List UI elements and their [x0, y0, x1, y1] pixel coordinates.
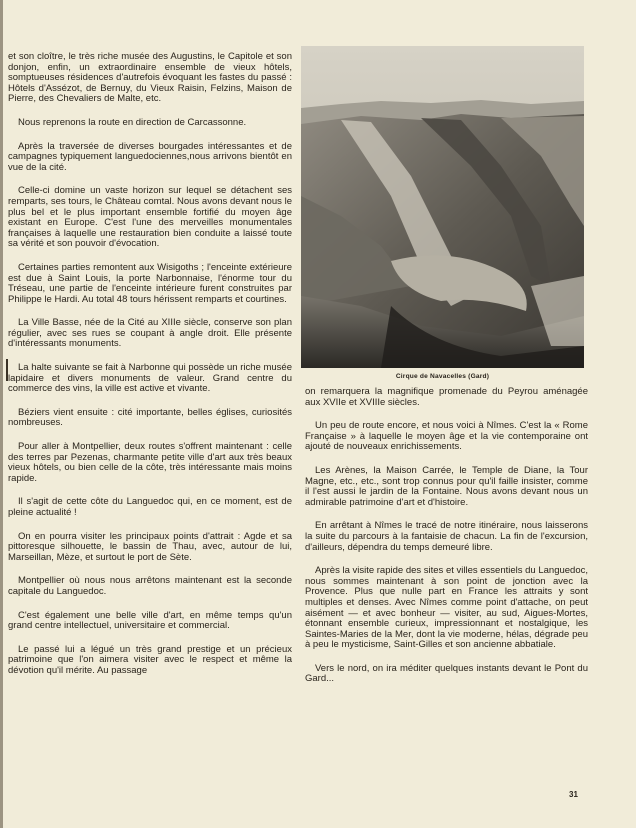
photo-caption: Cirque de Navacelles (Gard) [395, 373, 490, 380]
paragraph: Pour aller à Montpellier, deux routes s'offrent maintenant : celle des terres par Pezenas, charmante petite ville d'art aux très beaux vieux hôtels, ou bien celle de la côte, très intéressante mais moins rapide. [8, 441, 292, 484]
paragraph: Nous reprenons la route en direction de Carcassonne. [18, 116, 247, 128]
paragraph: Il s'agit de cette côte du Languedoc qui, en ce moment, est de pleine actualité ! [8, 496, 292, 518]
paragraph: Vers le nord, on ira méditer quelques instants devant le Pont du Gard... [305, 662, 588, 685]
paragraph: Les Arènes, la Maison Carrée, le Temple de Diane, la Tour Magne, etc., etc., sont trop connus pour qu'il faille insister, comme il l'est aussi le jardin de la Fontaine. Nous avons devant nous un admirable patrimoine d'art et d'histoire. [305, 464, 588, 508]
paragraph: En arrêtant à Nîmes le tracé de notre itinéraire, nous laisserons la suite du parcours à la fantaisie de chacun. La fin de l'excursion, d'ailleurs, dépendra du temps demeuré libre. [305, 520, 588, 553]
right-text-column [305, 387, 588, 698]
paragraph: Le passé lui a légué un très grand prestige et un précieux patrimoine que l'on aimera visiter avec le respect et même la dévotion qu'il mérite. Au passage [8, 643, 292, 676]
paragraph: Après la traversée de diverses bourgades intéressantes et de campagnes typiquement languedociennes,nous arrivons bientôt en vue de la cité. [8, 140, 292, 173]
page-number: 31 [569, 790, 578, 799]
paragraph: et son cloître, le très riche musée des Augustins, le Capitole et son donjon, enfin, un extraordinaire ensemble de vieux hôtels, somptueuses résidences d'autrefois évoquant les fastes du passé : Hôtels d'Assézot, de Bernuy, du Vieux Raisin, Felzins, Maison de Pierre, des Chevaliers de Malte, etc. [8, 51, 292, 105]
paragraph: Béziers vient ensuite : cité importante, belles églises, curiosités nombreuses. [8, 406, 292, 429]
paragraph: Certaines parties remontent aux Wisigoths ; l'enceinte extérieure est due à Saint Louis, la porte Narbonnaise, l'énorme tour du Tréseau, une partie de l'enceinte intérieure furent construites par Philippe le Hardi. Au total 48 tours hérissent remparts et courtines. [8, 261, 292, 305]
paragraph: Un peu de route encore, et nous voici à Nîmes. C'est la « Rome Française » à laquelle le moyen âge et la vie contemporaine ont ajouté de nouveaux enrichissements. [305, 420, 588, 453]
canyon-photo-image [301, 46, 584, 368]
paragraph: On en pourra visiter les principaux points d'attrait : Agde et sa pittoresque silhouette, le bassin de Thau, avec, autour de lui, Marseillan, Mèze, et surtout le port de Sète. [8, 530, 292, 563]
page-edge [0, 0, 3, 828]
paragraph: on remarquera la magnifique promenade du Peyrou aménagée aux XVIIe et XVIIIe siècles. [305, 386, 588, 408]
left-text-column [8, 52, 292, 690]
paragraph: Montpellier où nous nous arrêtons maintenant est la seconde capitale du Languedoc. [8, 575, 292, 597]
landscape-photo [301, 46, 584, 368]
paragraph: Celle-ci domine un vaste horizon sur lequel se détachent ses remparts, ses tours, le Château comtal. Nous avons devant nous le plus bel et le plus important ensemble fortifié du moyen âge existant en Europe. C'est l'une des merveilles monumentales françaises à laquelle une restauration bien conduite a laissé toute sa vérité et son pouvoir d'évocation. [8, 185, 292, 250]
paragraph: La halte suivante se fait à Narbonne qui possède un riche musée lapidaire et divers monuments de valeur. Grand centre du commerce des vins, la ville est active et vivante. [8, 362, 292, 395]
paragraph: La Ville Basse, née de la Cité au XIIIe siècle, conserve son plan régulier, avec ses rues se coupant à angle droit. Elle présente d'intéressants monuments. [8, 317, 292, 350]
paragraph: C'est également une belle ville d'art, en même temps qu'un grand centre intellectuel, universitaire et commercial. [8, 609, 292, 632]
paragraph: Après la visite rapide des sites et villes essentiels du Languedoc, nous sommes maintenant à son point de jonction avec la Provence. Plus que nulle part en France les attraits y sont multiples et denses. Avec Nîmes comme point d'attache, on peut aisément — et avec bonheur — visiter, au sud, Aigues-Mortes, étonnant ensemble curieux, impressionnant et nostalgique, les Saintes-Maries de la Mer, dont la vie moderne, hélas, dégrade peu à peu le mysticisme, Saint-Gilles et son ancienne abbatiale. [305, 565, 589, 651]
